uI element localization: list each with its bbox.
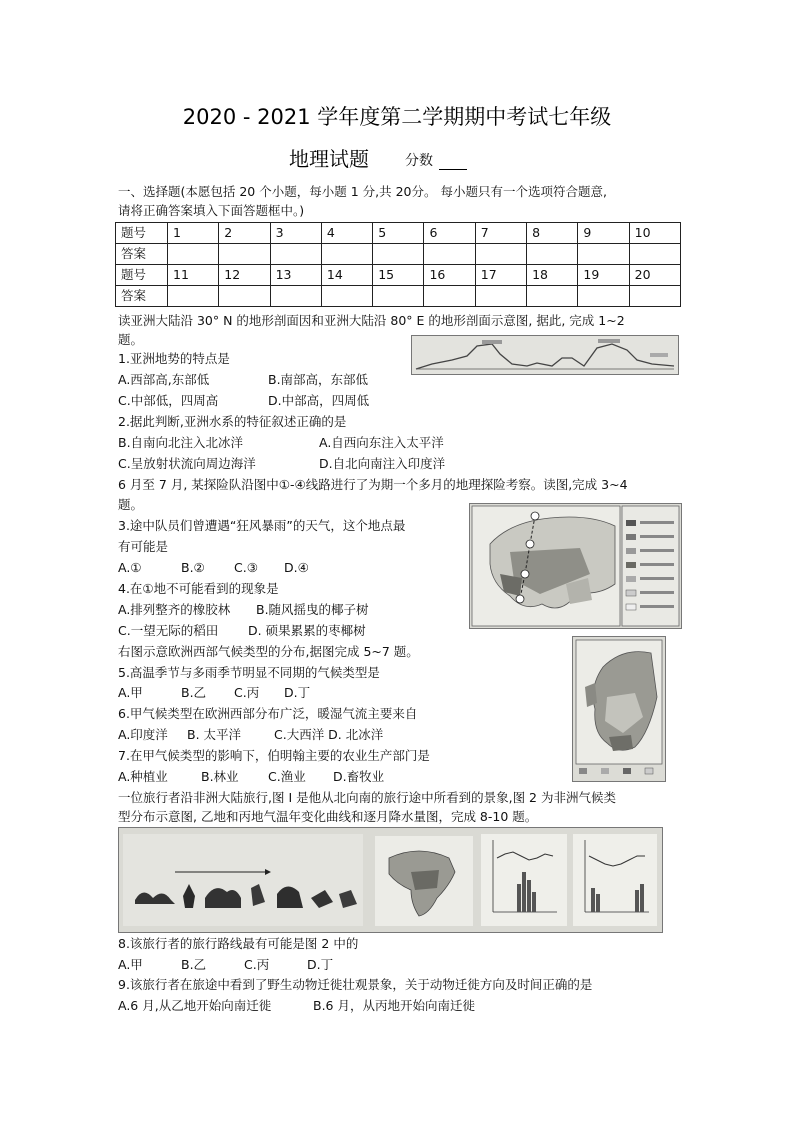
question-number: 17 — [475, 265, 526, 286]
answer-option[interactable]: A.甲 — [118, 685, 143, 700]
passage-text: 读亚洲大陆沿 30° N 的地形剖面因和亚洲大陆沿 80° E 的地形剖面示意图, 据此, 完成 1~2 — [118, 313, 625, 328]
answer-option[interactable]: C.一望无际的稻田 — [118, 623, 219, 638]
answer-option[interactable]: D.丁 — [307, 957, 334, 972]
question-number: 2 — [219, 223, 270, 244]
question-number: 13 — [270, 265, 321, 286]
exam-subtitle: 地理试题 — [289, 147, 369, 171]
question-stem: 1.亚洲地势的特点是 — [118, 351, 230, 366]
answer-option[interactable]: B.6 月，从丙地开始向南迁徙 — [313, 998, 475, 1013]
answer-cell[interactable] — [373, 286, 424, 307]
answer-option[interactable]: B.随风摇曳的椰子树 — [256, 602, 369, 617]
answer-cell[interactable] — [270, 244, 321, 265]
passage-text: 一位旅行者沿非洲大陆旅行,图 I 是他从北向南的旅行途中所看到的景象,图 2 为非洲气候类 — [118, 790, 616, 805]
question-number: 12 — [219, 265, 270, 286]
table-row — [116, 223, 681, 244]
exam-title: 2020 - 2021 学年度第二学期期中考试七年级 — [182, 105, 612, 129]
answer-option[interactable]: A.① — [118, 560, 142, 575]
answer-cell[interactable] — [424, 244, 475, 265]
score-label: 分数 — [405, 153, 433, 169]
question-number: 15 — [373, 265, 424, 286]
answer-cell[interactable] — [321, 244, 372, 265]
passage-text: 题。 — [118, 332, 144, 347]
answer-cell[interactable] — [527, 286, 578, 307]
question-number: 11 — [168, 265, 219, 286]
answer-option[interactable]: C.③ — [234, 560, 258, 575]
answer-option[interactable]: A.自西向东注入太平洋 — [319, 435, 444, 450]
answer-cell[interactable] — [527, 244, 578, 265]
question-number: 1 — [168, 223, 219, 244]
question-number: 20 — [629, 265, 680, 286]
passage-text: 右图示意欧洲西部气候类型的分布,据图完成 5~7 题。 — [118, 644, 419, 659]
answer-table — [115, 222, 681, 307]
passage-text: 题。 — [118, 497, 144, 512]
answer-option[interactable]: B.南部高，东部低 — [268, 372, 369, 387]
answer-cell[interactable] — [270, 286, 321, 307]
question-number: 16 — [424, 265, 475, 286]
answer-cell[interactable] — [475, 244, 526, 265]
table-row — [116, 265, 681, 286]
question-number: 9 — [578, 223, 629, 244]
passage-text: 6 月至 7 月, 某探险队沿图中①-④线路进行了为期一个多月的地理探险考察。读图,完成 3~4 — [118, 477, 628, 492]
question-stem: 8.该旅行者的旅行路线最有可能是图 2 中的 — [118, 936, 359, 951]
row-label: 答案 — [116, 244, 168, 265]
terrain-profile-figure — [411, 335, 679, 375]
answer-cell[interactable] — [629, 244, 680, 265]
question-number: 3 — [270, 223, 321, 244]
answer-option[interactable]: C.渔业 — [268, 769, 306, 784]
answer-option[interactable]: D.自北向南注入印度洋 — [319, 456, 446, 471]
asia-climate-map-figure — [469, 503, 682, 629]
question-number: 6 — [424, 223, 475, 244]
answer-option[interactable]: A.印度洋 — [118, 727, 168, 742]
answer-option[interactable]: D.丁 — [284, 685, 311, 700]
answer-cell[interactable] — [219, 286, 270, 307]
answer-option[interactable]: C.丙 — [244, 957, 270, 972]
answer-cell[interactable] — [219, 244, 270, 265]
score-field — [405, 152, 467, 170]
answer-cell[interactable] — [475, 286, 526, 307]
answer-option[interactable]: D.④ — [284, 560, 309, 575]
answer-option[interactable]: A.西部高,东部低 — [118, 372, 210, 387]
question-stem: 5.高温季节与多雨季节明显不同期的气候类型是 — [118, 665, 380, 680]
answer-cell[interactable] — [321, 286, 372, 307]
answer-cell[interactable] — [578, 244, 629, 265]
answer-option[interactable]: B.乙 — [181, 957, 207, 972]
answer-cell[interactable] — [373, 244, 424, 265]
answer-option[interactable]: A.排列整齐的橡胶林 — [118, 602, 231, 617]
answer-option[interactable]: C.中部低，四周高 — [118, 393, 219, 408]
question-number: 5 — [373, 223, 424, 244]
table-row — [116, 244, 681, 265]
question-number: 8 — [527, 223, 578, 244]
question-stem: 4.在①地不可能看到的现象是 — [118, 581, 279, 596]
question-stem: 6.甲气候类型在欧洲西部分布广泛，暖湿气流主要来自 — [118, 706, 418, 721]
answer-option[interactable]: A.甲 — [118, 957, 143, 972]
answer-option[interactable]: B.林业 — [201, 769, 239, 784]
section-intro-line1: 一、选择题(本愿包括 20 个小题，每小题 1 分,共 20分。 每小题只有一个选项符合题意, — [118, 184, 607, 199]
question-number: 7 — [475, 223, 526, 244]
question-stem: 3.途中队员们曾遭遇“狂风暴雨”的天气，这个地点最 — [118, 518, 406, 533]
answer-cell[interactable] — [168, 244, 219, 265]
question-number: 4 — [321, 223, 372, 244]
answer-option[interactable]: D.畜牧业 — [333, 769, 385, 784]
row-label: 答案 — [116, 286, 168, 307]
answer-cell[interactable] — [424, 286, 475, 307]
question-stem: 9.该旅行者在旅途中看到了野生动物迁徙壮观景象，关于动物迁徙方向及时间正确的是 — [118, 977, 593, 992]
answer-cell[interactable] — [578, 286, 629, 307]
africa-travel-figure — [118, 827, 663, 933]
answer-option[interactable]: B.自南向北注入北冰洋 — [118, 435, 244, 450]
answer-option[interactable]: C.大西洋 D. 北冰洋 — [274, 727, 384, 742]
answer-option[interactable]: B. 太平洋 — [187, 727, 242, 742]
answer-option[interactable]: C.丙 — [234, 685, 260, 700]
answer-option[interactable]: B.乙 — [181, 685, 207, 700]
question-number: 10 — [629, 223, 680, 244]
answer-option[interactable]: A.6 月,从乙地开始向南迁徙 — [118, 998, 272, 1013]
europe-climate-map-figure — [572, 636, 666, 782]
answer-option[interactable]: A.种植业 — [118, 769, 168, 784]
question-number: 14 — [321, 265, 372, 286]
table-row — [116, 286, 681, 307]
question-number: 18 — [527, 265, 578, 286]
answer-cell[interactable] — [629, 286, 680, 307]
section-intro-line2: 请将正确答案填入下面答题框中。) — [118, 203, 305, 218]
answer-option[interactable]: B.② — [181, 560, 205, 575]
row-label: 题号 — [116, 223, 168, 244]
answer-option[interactable]: C.呈放射状流向周边海洋 — [118, 456, 256, 471]
question-stem: 7.在甲气候类型的影响下，伯明翰主要的农业生产部门是 — [118, 748, 430, 763]
score-blank[interactable] — [439, 155, 467, 170]
question-number: 19 — [578, 265, 629, 286]
question-stem: 2.据此判断,亚洲水系的特征叙述正确的是 — [118, 414, 347, 429]
answer-option[interactable]: D. 硕果累累的枣椰树 — [248, 623, 366, 638]
row-label: 题号 — [116, 265, 168, 286]
passage-text: 型分布示意图, 乙地和丙地气温年变化曲线和逐月降水量图，完成 8-10 题。 — [118, 809, 538, 824]
question-stem: 有可能是 — [118, 539, 169, 554]
answer-cell[interactable] — [168, 286, 219, 307]
answer-option[interactable]: D.中部高，四周低 — [268, 393, 370, 408]
